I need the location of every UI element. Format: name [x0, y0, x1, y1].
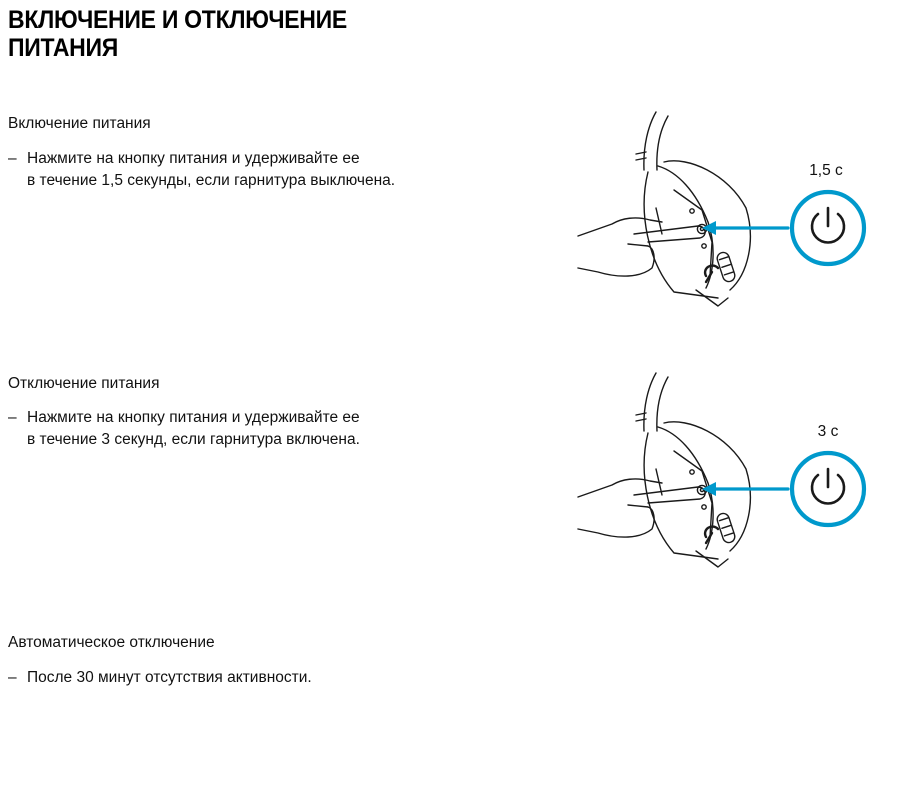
hand-illustration [578, 469, 705, 537]
power-off-heading: Отключение питания [8, 375, 160, 392]
bullet-dash: – [8, 150, 17, 167]
power-off-illustration [578, 373, 868, 573]
bullet-dash: – [8, 409, 17, 426]
hand-illustration [578, 208, 705, 276]
power-on-illustration [578, 112, 868, 312]
power-off-duration-label: 3 с [817, 423, 839, 440]
power-on-instruction-line-2: в течение 1,5 секунды, если гарнитура выключена. [27, 172, 396, 189]
power-on-duration-label: 1,5 с [809, 162, 843, 179]
headset-illustration [636, 373, 750, 567]
power-off-instruction-line-2: в течение 3 секунд, если гарнитура включена. [27, 431, 360, 448]
page-title-line-2: ПИТАНИЯ [8, 34, 119, 62]
auto-off-heading: Автоматическое отключение [8, 634, 215, 651]
power-on-heading: Включение питания [8, 115, 151, 132]
bullet-dash: – [8, 669, 17, 686]
page-title [8, 6, 347, 62]
page-title-line-1: ВКЛЮЧЕНИЕ И ОТКЛЮЧЕНИЕ [8, 6, 347, 34]
auto-off-instruction-line-1: После 30 минут отсутствия активности. [27, 669, 312, 686]
headset-illustration [636, 112, 750, 306]
power-off-instruction-line-1: Нажмите на кнопку питания и удерживайте ее [27, 409, 360, 426]
power-on-instruction-line-1: Нажмите на кнопку питания и удерживайте ее [27, 150, 360, 167]
